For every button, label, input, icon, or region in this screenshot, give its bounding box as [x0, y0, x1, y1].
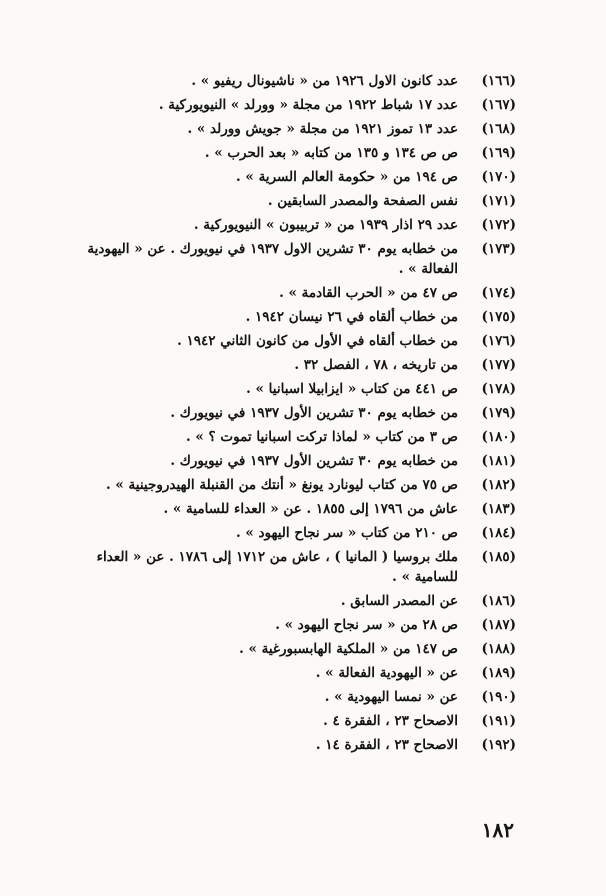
- note-text: عن « اليهودية الفعالة » .: [315, 665, 458, 681]
- endnote-item: [84, 499, 516, 519]
- note-text: الاصحاح ٢٣ ، الفقرة ١٤ .: [315, 737, 458, 753]
- note-text: ص ٢١٠ من كتاب « سر نجاح اليهود » .: [235, 525, 458, 541]
- note-text: من خطابه يوم ٣٠ تشرين الأول ١٩٣٧ في نيويورك .: [170, 405, 458, 421]
- endnote-item: [84, 331, 516, 351]
- note-text: ص ١٤٧ من « الملكية الهابسبورغية » .: [239, 641, 458, 657]
- note-text: عدد ١٧ شباط ١٩٢٢ من مجلة « وورلد » النيويوركية .: [158, 97, 458, 113]
- note-text: ص ٣ من كتاب « لماذا تركت اسبانيا تموت ؟ » .: [186, 429, 458, 445]
- note-number: (١٧٤): [481, 285, 516, 301]
- note-number: (١٩٢): [481, 737, 516, 753]
- note-number: (١٧٥): [481, 309, 516, 325]
- note-number: (١٧١): [481, 193, 516, 209]
- note-number: (١٧٨): [481, 381, 516, 397]
- note-number: (١٧٢): [481, 217, 516, 233]
- endnote-item: [84, 615, 516, 635]
- note-text: عن المصدر السابق .: [340, 593, 458, 609]
- note-number: (١٨٠): [481, 429, 516, 445]
- note-number: (١٧٦): [481, 333, 516, 349]
- note-text: الاصحاح ٢٣ ، الفقرة ٤ .: [323, 713, 458, 729]
- note-number: (١٨٥): [481, 549, 516, 565]
- endnote-item: [84, 687, 516, 707]
- endnote-item: [84, 523, 516, 543]
- note-number: (١٩٠): [481, 689, 516, 705]
- note-text: ص ٤٧ من « الحرب القادمة » .: [279, 285, 458, 301]
- page-number: ١٨٢: [481, 818, 514, 842]
- endnote-item: [84, 403, 516, 423]
- note-text: ص ص ١٣٤ و ١٣٥ من كتابه « بعد الحرب » .: [204, 145, 458, 161]
- note-number: (١٨١): [481, 453, 516, 469]
- note-number: (١٨٧): [481, 617, 516, 633]
- note-number: (١٦٧): [481, 97, 516, 113]
- endnote-item: [84, 735, 516, 755]
- endnote-item: [84, 451, 516, 471]
- endnote-item: [84, 711, 516, 731]
- endnotes-list: [84, 71, 516, 759]
- note-text: ملك بروسيا ( المانيا ) ، عاش من ١٧١٢ إلى ١٧٨٦ . عن « العداء للسامية » .: [96, 549, 458, 585]
- note-number: (١٦٦): [481, 73, 516, 89]
- endnote-item: [84, 591, 516, 611]
- endnote-item: [84, 191, 516, 211]
- endnote-item: [84, 663, 516, 683]
- note-number: (١٦٩): [481, 145, 516, 161]
- endnote-item: [84, 547, 516, 587]
- note-number: (١٨٤): [481, 525, 516, 541]
- note-number: (١٧٠): [481, 169, 516, 185]
- note-number: (١٨٣): [481, 501, 516, 517]
- endnote-item: [84, 639, 516, 659]
- note-text: عدد ٢٩ اذار ١٩٣٩ من « تربيبون » النيويوركية .: [193, 217, 458, 233]
- note-text: عدد كانون الاول ١٩٢٦ من « ناشيونال ريفيو » .: [191, 73, 458, 89]
- endnote-item: [84, 119, 516, 139]
- note-text: عاش من ١٧٩٦ إلى ١٨٥٥ . عن « العداء للسامية » .: [163, 501, 458, 517]
- note-text: عدد ١٣ تموز ١٩٢١ من مجلة « جويش وورلد » .: [187, 121, 458, 137]
- note-number: (١٧٧): [481, 357, 516, 373]
- note-text: ص ١٩٤ من « حكومة العالم السرية » .: [236, 169, 458, 185]
- note-text: من خطابه يوم ٣٠ تشرين الأول ١٩٣٧ في نيويورك .: [170, 453, 458, 469]
- note-number: (١٨٦): [481, 593, 516, 609]
- note-number: (١٨٢): [481, 477, 516, 493]
- note-number: (١٦٨): [481, 121, 516, 137]
- endnote-item: [84, 475, 516, 495]
- note-text: من تاريخه ، ٧٨ ، الفصل ٣٢ .: [294, 357, 458, 373]
- note-text: ص ٤٤١ من كتاب « ايزابيلا اسبانيا » .: [246, 381, 458, 397]
- note-text: من خطابه يوم ٣٠ تشرين الاول ١٩٣٧ في نيويورك . عن « اليهودية الفعالة » .: [87, 241, 458, 277]
- endnote-item: [84, 307, 516, 327]
- note-text: عن « نمسا اليهودية » .: [324, 689, 458, 705]
- note-text: من خطاب ألقاه في ٢٦ نيسان ١٩٤٢ .: [245, 309, 458, 325]
- endnote-item: [84, 283, 516, 303]
- note-text: من خطاب ألقاه في الأول من كانون الثاني ١٩٤٢ .: [177, 333, 458, 349]
- note-text: نفس الصفحة والمصدر السابقين .: [267, 193, 458, 209]
- endnote-item: [84, 167, 516, 187]
- endnote-item: [84, 143, 516, 163]
- endnote-item: [84, 95, 516, 115]
- endnote-item: [84, 379, 516, 399]
- endnote-item: [84, 215, 516, 235]
- endnote-item: [84, 355, 516, 375]
- note-text: ص ٢٨ من « سر نجاح اليهود » .: [275, 617, 458, 633]
- note-number: (١٨٨): [481, 641, 516, 657]
- note-number: (١٩١): [481, 713, 516, 729]
- note-number: (١٧٣): [481, 241, 516, 257]
- note-number: (١٧٩): [481, 405, 516, 421]
- endnote-item: [84, 71, 516, 91]
- note-number: (١٨٩): [481, 665, 516, 681]
- note-text: ص ٧٥ من كتاب ليونارد يونغ « أنتك من القنبلة الهيدروجينية » .: [106, 477, 458, 493]
- endnote-item: [84, 427, 516, 447]
- endnote-item: [84, 239, 516, 279]
